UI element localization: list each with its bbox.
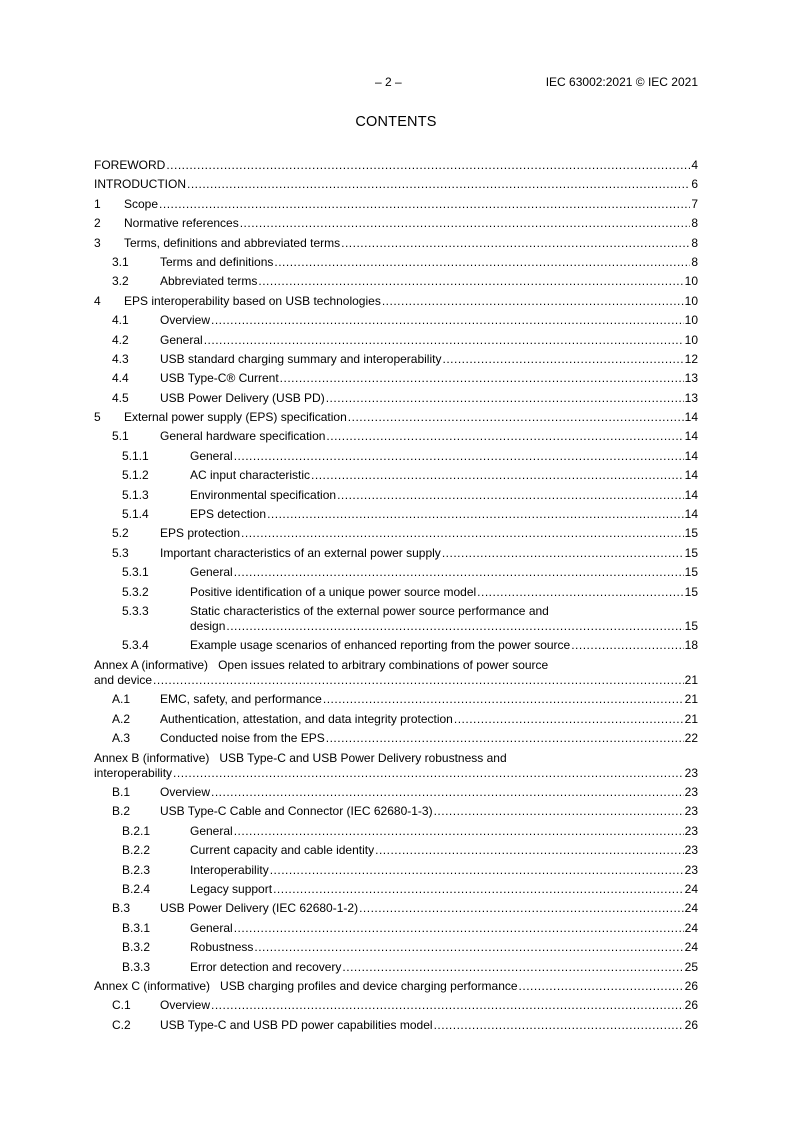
toc-entry-number: 4.3 <box>112 351 129 366</box>
dot-leader <box>234 824 684 839</box>
page-header <box>94 75 698 93</box>
toc-entry-number: 5.1 <box>112 429 129 444</box>
toc-entry-title: EPS protection <box>160 526 241 541</box>
toc-entry-line <box>94 274 698 289</box>
toc-entry-page: 8 <box>691 254 698 269</box>
toc-entry-title: Authentication, attestation, and data integrity protection <box>160 711 453 726</box>
toc-entry[interactable] <box>94 449 698 468</box>
toc-entry-page: 26 <box>684 998 698 1013</box>
toc-entry-number: 2 <box>94 216 101 231</box>
toc-entry-line <box>94 216 698 231</box>
toc-entry-title: Overview <box>160 785 211 800</box>
toc-entry-title: Legacy support <box>190 882 273 896</box>
toc-entry-title-continued: interoperability <box>94 765 173 780</box>
toc-entry[interactable] <box>94 197 698 216</box>
toc-entry-number: 4.1 <box>112 313 129 328</box>
toc-entry-number: 5.1.4 <box>122 507 149 522</box>
toc-entry-title: USB Type-C® Current <box>160 371 279 386</box>
toc-entry-title: Overview <box>160 313 211 328</box>
toc-entry-page: 18 <box>684 638 698 653</box>
toc-entry-page: 14 <box>684 507 698 522</box>
toc-entry-line <box>94 546 698 561</box>
toc-entry-line <box>94 658 698 673</box>
dot-leader <box>571 638 683 653</box>
toc-entry-line <box>94 197 698 212</box>
toc-entry[interactable] <box>94 998 698 1017</box>
toc-entry[interactable] <box>94 294 698 313</box>
dot-leader <box>359 901 684 916</box>
toc-entry-page: 8 <box>691 235 698 250</box>
dot-leader <box>280 371 684 386</box>
toc-entry-line <box>94 410 698 425</box>
toc-entry-title: Interoperability <box>190 862 269 877</box>
toc-entry-line <box>94 751 698 766</box>
toc-entry-number: B.3.2 <box>122 940 151 955</box>
dot-leader <box>326 391 684 406</box>
toc-entry-line <box>94 731 698 746</box>
toc-entry-number: B.2.3 <box>122 862 151 877</box>
toc-entry-title: USB charging profiles and device charging performance <box>220 978 518 993</box>
toc-entry-page: 14 <box>684 448 698 463</box>
toc-entry-page: 15 <box>684 545 698 560</box>
toc-entry-number: Annex C (informative) <box>94 978 211 993</box>
toc-entry-line <box>94 352 698 367</box>
toc-entry-line <box>94 843 698 858</box>
toc-entry-line <box>94 863 698 878</box>
toc-entry-title: Open issues related to arbitrary combinations of power source <box>218 657 549 672</box>
dot-leader <box>270 863 684 878</box>
toc-entry-page: 15 <box>684 565 698 580</box>
toc-entry-title: EPS interoperability based on USB technologies <box>124 293 381 308</box>
toc-entry-number: 5.3.3 <box>122 603 149 618</box>
toc-entry-page: 22 <box>684 731 698 746</box>
dot-leader <box>273 882 684 897</box>
toc-entry-line <box>94 371 698 386</box>
toc-entry-line <box>94 333 698 348</box>
toc-entry[interactable] <box>94 216 698 235</box>
dot-leader <box>241 526 684 541</box>
toc-entry-page: 24 <box>684 901 698 916</box>
toc-entry-number: Annex B (informative) <box>94 750 210 765</box>
dot-leader <box>348 410 684 425</box>
toc-entry[interactable] <box>94 177 698 196</box>
toc-entry-number: B.3.1 <box>122 920 151 935</box>
toc-entry[interactable] <box>94 333 698 352</box>
toc-entry-page: 13 <box>684 390 698 405</box>
toc-entry-title: EPS detection <box>190 507 267 522</box>
toc-entry-number: B.3 <box>112 901 131 916</box>
toc-entry-number: B.2.4 <box>122 882 151 896</box>
toc-entry-number: 1 <box>94 196 101 211</box>
toc-entry-title: Example usage scenarios of enhanced reporting from the power source <box>190 638 571 653</box>
toc-entry[interactable] <box>94 236 698 255</box>
toc-entry[interactable] <box>94 546 698 565</box>
toc-entry-page: 15 <box>684 584 698 599</box>
toc-entry-number: 4.4 <box>112 371 129 386</box>
dot-leader <box>234 921 684 936</box>
standard-reference: IEC 63002:2021 © IEC 2021 <box>545 75 698 89</box>
toc-entry-continuation <box>94 619 698 634</box>
dot-leader <box>442 352 683 367</box>
toc-entry-title: General <box>190 823 233 838</box>
toc-entry-line <box>94 692 698 707</box>
toc-entry-title: FOREWORD <box>94 158 166 172</box>
toc-entry-title-continued: and device <box>94 672 153 687</box>
dot-leader <box>382 294 684 309</box>
toc-entry-line <box>94 940 698 955</box>
toc-entry-number: A.3 <box>112 731 131 746</box>
toc-entry-line <box>94 824 698 839</box>
toc-entry-page: 15 <box>684 618 698 633</box>
dot-leader <box>311 468 684 483</box>
toc-entry-line <box>94 177 698 192</box>
toc-entry-line <box>94 998 698 1013</box>
toc-entry-number: 3.2 <box>112 274 129 289</box>
toc-entry-number: 5.2 <box>112 526 129 541</box>
toc-entry-page: 10 <box>684 274 698 289</box>
toc-entry-line <box>94 429 698 444</box>
dot-leader <box>173 766 684 781</box>
dot-leader <box>342 960 683 975</box>
toc-entry-title: General hardware specification <box>160 429 326 444</box>
toc-entry-page: 7 <box>691 196 698 211</box>
toc-entry-page: 4 <box>691 158 698 172</box>
dot-leader <box>204 333 684 348</box>
toc-entry-line <box>94 526 698 541</box>
dot-leader <box>211 313 684 328</box>
dot-leader <box>159 197 690 212</box>
toc-entry-page: 14 <box>684 487 698 502</box>
dot-leader <box>240 216 691 231</box>
toc-entry-number: 5.3 <box>112 545 129 560</box>
dot-leader <box>434 804 684 819</box>
toc-entry-number: 5 <box>94 410 101 425</box>
toc-entry[interactable] <box>94 824 698 843</box>
toc-entry[interactable] <box>94 565 698 584</box>
dot-leader <box>519 979 684 994</box>
toc-entry[interactable] <box>94 391 698 410</box>
toc-entry-number: B.1 <box>112 785 131 800</box>
toc-entry-title: Normative references <box>124 216 239 231</box>
toc-entry[interactable] <box>94 507 698 526</box>
toc-entry[interactable] <box>94 274 698 293</box>
toc-entry-number: B.3.3 <box>122 959 151 974</box>
toc-entry-number: B.2 <box>112 804 131 819</box>
toc-entry-line <box>94 901 698 916</box>
toc-entry-title: Positive identification of a unique power source model <box>190 584 477 599</box>
toc-entry-title: USB Type-C and USB PD power capabilities model <box>160 1017 433 1032</box>
toc-entry-page: 24 <box>684 882 698 896</box>
toc-entry-page: 26 <box>684 978 698 993</box>
toc-entry-title-continued: design <box>190 618 226 633</box>
toc-entry-title: EMC, safety, and performance <box>160 692 322 707</box>
page-number: – 2 – <box>375 75 402 89</box>
toc-entry-page: 24 <box>684 920 698 935</box>
toc-entry-title: General <box>190 448 233 463</box>
toc-entry-line <box>94 507 698 522</box>
toc-entry[interactable] <box>94 843 698 862</box>
toc-entry-line <box>94 638 698 653</box>
toc-entry-line <box>94 488 698 503</box>
dot-leader <box>341 236 690 251</box>
toc-entry-title: Conducted noise from the EPS <box>160 731 325 746</box>
toc-entry-title: USB Power Delivery (USB PD) <box>160 390 325 405</box>
toc-entry[interactable] <box>94 410 698 429</box>
toc-entry-page: 23 <box>684 765 698 780</box>
toc-entry-page: 23 <box>684 785 698 800</box>
toc-entry-page: 23 <box>684 823 698 838</box>
toc-entry-page: 21 <box>684 672 698 687</box>
toc-entry-page: 12 <box>684 351 698 366</box>
toc-entry-line <box>94 804 698 819</box>
toc-entry-title: AC input characteristic <box>190 468 311 483</box>
toc-entry-title: Important characteristics of an external power supply <box>160 545 441 560</box>
toc-entry-number: C.1 <box>112 998 131 1013</box>
toc-entry-page: 21 <box>684 711 698 726</box>
dot-leader <box>454 712 684 727</box>
toc-entry-continuation <box>94 766 698 781</box>
toc-entry[interactable] <box>94 255 698 274</box>
toc-entry-page: 14 <box>684 410 698 425</box>
toc-entry-line <box>94 979 698 994</box>
toc-entry-number: C.2 <box>112 1017 131 1032</box>
toc-entry-page: 26 <box>684 1017 698 1032</box>
toc-entry[interactable] <box>94 882 698 901</box>
toc-entry-number: 5.3.2 <box>122 584 149 599</box>
toc-entry[interactable] <box>94 371 698 390</box>
toc-entry-page: 23 <box>684 862 698 877</box>
toc-entry-title: General <box>190 920 233 935</box>
toc-entry-title: USB Type-C and USB Power Delivery robustness and <box>219 750 507 765</box>
toc-entry-line <box>94 255 698 270</box>
toc-entry-page: 14 <box>684 429 698 444</box>
toc-entry-page: 21 <box>684 692 698 707</box>
dot-leader <box>477 585 683 600</box>
toc-entry-number: 5.3.4 <box>122 638 149 653</box>
dot-leader <box>226 619 683 634</box>
toc-entry[interactable] <box>94 901 698 920</box>
toc-entry-line <box>94 236 698 251</box>
toc-entry-page: 23 <box>684 843 698 858</box>
toc-entry-line <box>94 604 698 619</box>
dot-leader <box>153 673 684 688</box>
toc-entry-line <box>94 921 698 936</box>
toc-entry[interactable] <box>94 921 698 940</box>
toc-entry[interactable] <box>94 751 698 786</box>
dot-leader <box>166 158 690 173</box>
toc-entry[interactable] <box>94 429 698 448</box>
dot-leader <box>326 429 683 444</box>
toc-entry-title: Environmental specification <box>190 487 337 502</box>
toc-entry-title: Robustness <box>190 940 254 955</box>
toc-entry-title: Terms and definitions <box>160 254 274 269</box>
toc-entry-title: INTRODUCTION <box>94 177 186 192</box>
toc-entry[interactable] <box>94 638 698 657</box>
toc-entry-line <box>94 1018 698 1033</box>
toc-entry[interactable] <box>94 158 698 177</box>
dot-leader <box>267 507 684 522</box>
toc-entry-page: 14 <box>684 468 698 483</box>
dot-leader <box>442 546 684 561</box>
toc-entry-number: 4.5 <box>112 390 129 405</box>
toc-entry-title: Error detection and recovery <box>190 959 342 974</box>
toc-entry-number: 3.1 <box>112 254 129 269</box>
toc-entry[interactable] <box>94 804 698 823</box>
dot-leader <box>187 177 690 192</box>
toc-entry-title: Current capacity and cable identity <box>190 843 375 858</box>
toc-entry-page: 10 <box>684 313 698 328</box>
dot-leader <box>258 274 683 289</box>
dot-leader <box>337 488 684 503</box>
toc-entry-number: B.2.2 <box>122 843 151 858</box>
toc-entry-line <box>94 449 698 464</box>
dot-leader <box>254 940 683 955</box>
toc-entry-page: 23 <box>684 804 698 819</box>
dot-leader <box>211 785 684 800</box>
toc-entry-line <box>94 960 698 975</box>
toc-entry-page: 10 <box>684 293 698 308</box>
toc-entry-line <box>94 882 698 897</box>
toc-entry-number: 4.2 <box>112 332 129 347</box>
toc-entry[interactable] <box>94 468 698 487</box>
toc-entry[interactable] <box>94 712 698 731</box>
toc-entry-title: General <box>160 332 203 347</box>
toc-entry[interactable] <box>94 785 698 804</box>
toc-entry-line <box>94 158 698 173</box>
toc-entry-title: USB Type-C Cable and Connector (IEC 62680-1-3) <box>160 804 433 819</box>
toc-entry-title: Abbreviated terms <box>160 274 258 289</box>
toc-entry[interactable] <box>94 692 698 711</box>
toc-entry[interactable] <box>94 960 698 979</box>
toc-entry-number: B.2.1 <box>122 823 151 838</box>
toc-entry-title: Terms, definitions and abbreviated terms <box>124 235 341 250</box>
toc-entry-page: 24 <box>684 940 698 955</box>
dot-leader <box>211 998 684 1013</box>
toc-entry-page: 15 <box>684 526 698 541</box>
toc-entry-title: External power supply (EPS) specification <box>124 410 347 425</box>
toc-entry-line <box>94 712 698 727</box>
toc-entry[interactable] <box>94 585 698 604</box>
toc-entry-line <box>94 565 698 580</box>
toc-entry-number: 5.1.1 <box>122 448 149 463</box>
toc-entry-title: General <box>190 565 233 580</box>
toc-entry-page: 8 <box>691 216 698 231</box>
dot-leader <box>234 565 684 580</box>
toc-entry-number: 5.1.3 <box>122 487 149 502</box>
toc-entry-page: 6 <box>691 177 698 192</box>
dot-leader <box>234 449 684 464</box>
toc-entry-line <box>94 391 698 406</box>
toc-entry[interactable] <box>94 1018 698 1037</box>
toc-entry-title: USB standard charging summary and interoperability <box>160 351 442 366</box>
toc-entry[interactable] <box>94 313 698 332</box>
table-of-contents <box>94 158 698 1037</box>
toc-entry[interactable] <box>94 526 698 545</box>
dot-leader <box>326 731 684 746</box>
toc-entry-title: Scope <box>124 196 159 211</box>
toc-entry-page: 13 <box>684 371 698 386</box>
page-title: CONTENTS <box>355 114 437 130</box>
toc-entry-line <box>94 294 698 309</box>
toc-entry[interactable] <box>94 863 698 882</box>
toc-entry-page: 10 <box>684 332 698 347</box>
toc-entry[interactable] <box>94 731 698 750</box>
toc-entry-page: 25 <box>684 959 698 974</box>
toc-entry-title: USB Power Delivery (IEC 62680-1-2) <box>160 901 359 916</box>
toc-entry-number: 5.1.2 <box>122 468 149 483</box>
toc-entry-line <box>94 585 698 600</box>
toc-entry-number: A.2 <box>112 711 131 726</box>
toc-entry-continuation <box>94 673 698 688</box>
toc-entry-number: 5.3.1 <box>122 565 149 580</box>
toc-entry-title: Static characteristics of the external power source performance and <box>190 603 549 618</box>
dot-leader <box>323 692 684 707</box>
toc-entry-number: A.1 <box>112 692 131 707</box>
dot-leader <box>375 843 684 858</box>
toc-entry[interactable] <box>94 604 698 639</box>
toc-entry-line <box>94 313 698 328</box>
toc-entry[interactable] <box>94 940 698 959</box>
toc-entry-line <box>94 785 698 800</box>
toc-entry-number: 3 <box>94 235 101 250</box>
dot-leader <box>434 1018 684 1033</box>
dot-leader <box>274 255 690 270</box>
toc-entry[interactable] <box>94 979 698 998</box>
toc-entry[interactable] <box>94 488 698 507</box>
toc-entry[interactable] <box>94 352 698 371</box>
toc-entry-number: 4 <box>94 293 101 308</box>
toc-entry-title: Overview <box>160 998 211 1013</box>
toc-entry[interactable] <box>94 658 698 693</box>
toc-entry-number: Annex A (informative) <box>94 657 209 672</box>
toc-entry-line <box>94 468 698 483</box>
